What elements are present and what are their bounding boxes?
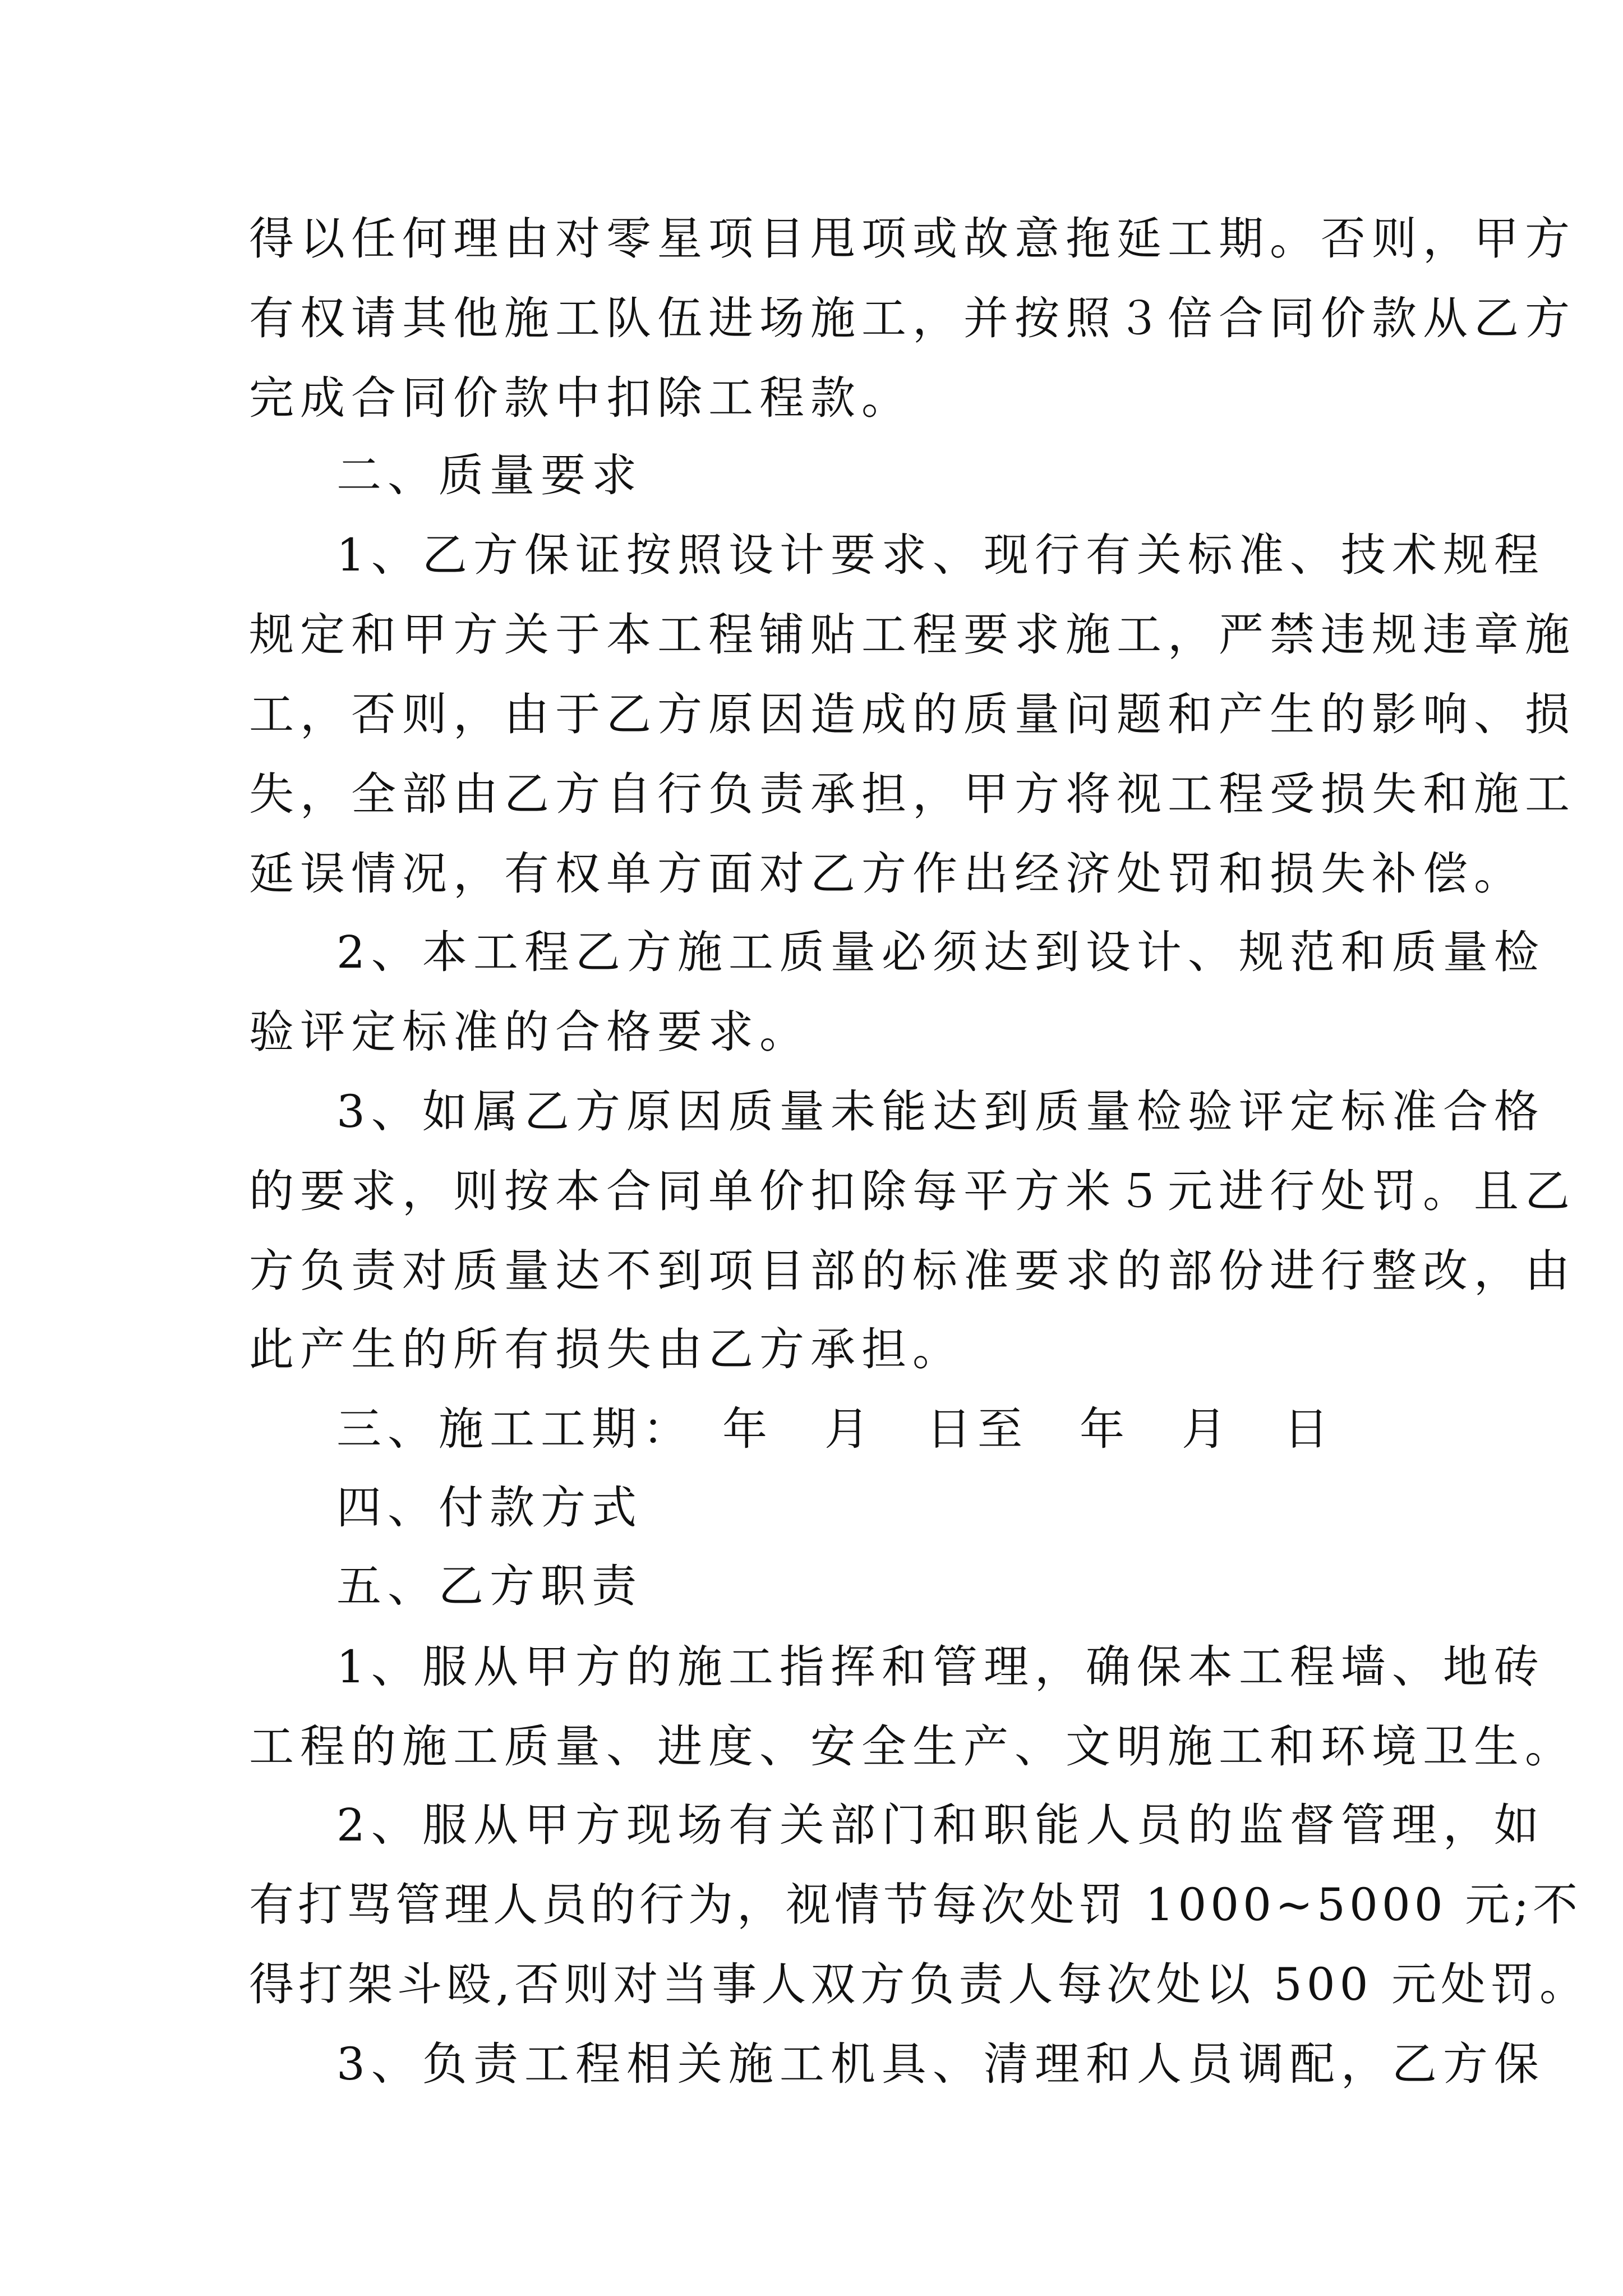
paragraph-line: 规定和甲方关于本工程铺贴工程要求施工，严禁违规违章施 (249, 609, 1576, 661)
paragraph-line: 验评定标准的合格要求。 (249, 1006, 810, 1058)
paragraph-line: 的要求，则按本合同单价扣除每平方米５元进行处罚。且乙 (249, 1165, 1576, 1217)
paragraph-line: 工程的施工质量、进度、安全生产、文明施工和环境卫生。 (249, 1720, 1576, 1773)
paragraph-line: 3、负责工程相关施工机具、清理和人员调配，乙方保 (336, 2038, 1545, 2090)
paragraph-line: 2、本工程乙方施工质量必须达到设计、规范和质量检 (336, 926, 1545, 978)
paragraph-line: 2、服从甲方现场有关部门和职能人员的监督管理，如 (336, 1799, 1545, 1851)
paragraph-line: 方负责对质量达不到项目部的标准要求的部份进行整改，由 (249, 1245, 1576, 1297)
paragraph-line: 3、如属乙方原因质量未能达到质量检验评定标准合格 (336, 1085, 1545, 1138)
paragraph-line: 得以任何理由对零星项目甩项或故意拖延工期。否则，甲方 (249, 213, 1576, 265)
paragraph-line: 有打骂管理人员的行为，视情节每次处罚 1000~5000 元;不 (249, 1879, 1582, 1931)
paragraph-line: 工，否则，由于乙方原因造成的质量问题和产生的影响、损 (249, 688, 1576, 740)
paragraph-line: 1、乙方保证按照设计要求、现行有关标准、技术规程 (336, 529, 1545, 581)
paragraph-line: 此产生的所有损失由乙方承担。 (249, 1323, 963, 1375)
section-heading-schedule: 三、施工工期： 年 月 日至 年 月 日 (336, 1403, 1335, 1455)
section-heading-duties: 五、乙方职责 (336, 1560, 643, 1612)
section-heading-payment: 四、付款方式 (336, 1481, 643, 1534)
paragraph-line: 完成合同价款中扣除工程款。 (249, 372, 912, 424)
paragraph-line: 1、服从甲方的施工指挥和管理，确保本工程墙、地砖 (336, 1641, 1545, 1693)
paragraph-line: 延误情况，有权单方面对乙方作出经济处罚和损失补偿。 (249, 848, 1525, 900)
paragraph-line: 失，全部由乙方自行负责承担，甲方将视工程受损失和施工 (249, 768, 1576, 820)
section-heading-quality: 二、质量要求 (336, 449, 643, 501)
paragraph-line: 得打架斗殴,否则对当事人双方负责人每次处以 500 元处罚。 (249, 1958, 1589, 2010)
paragraph-line: 有权请其他施工队伍进场施工，并按照３倍合同价款从乙方 (249, 292, 1576, 344)
